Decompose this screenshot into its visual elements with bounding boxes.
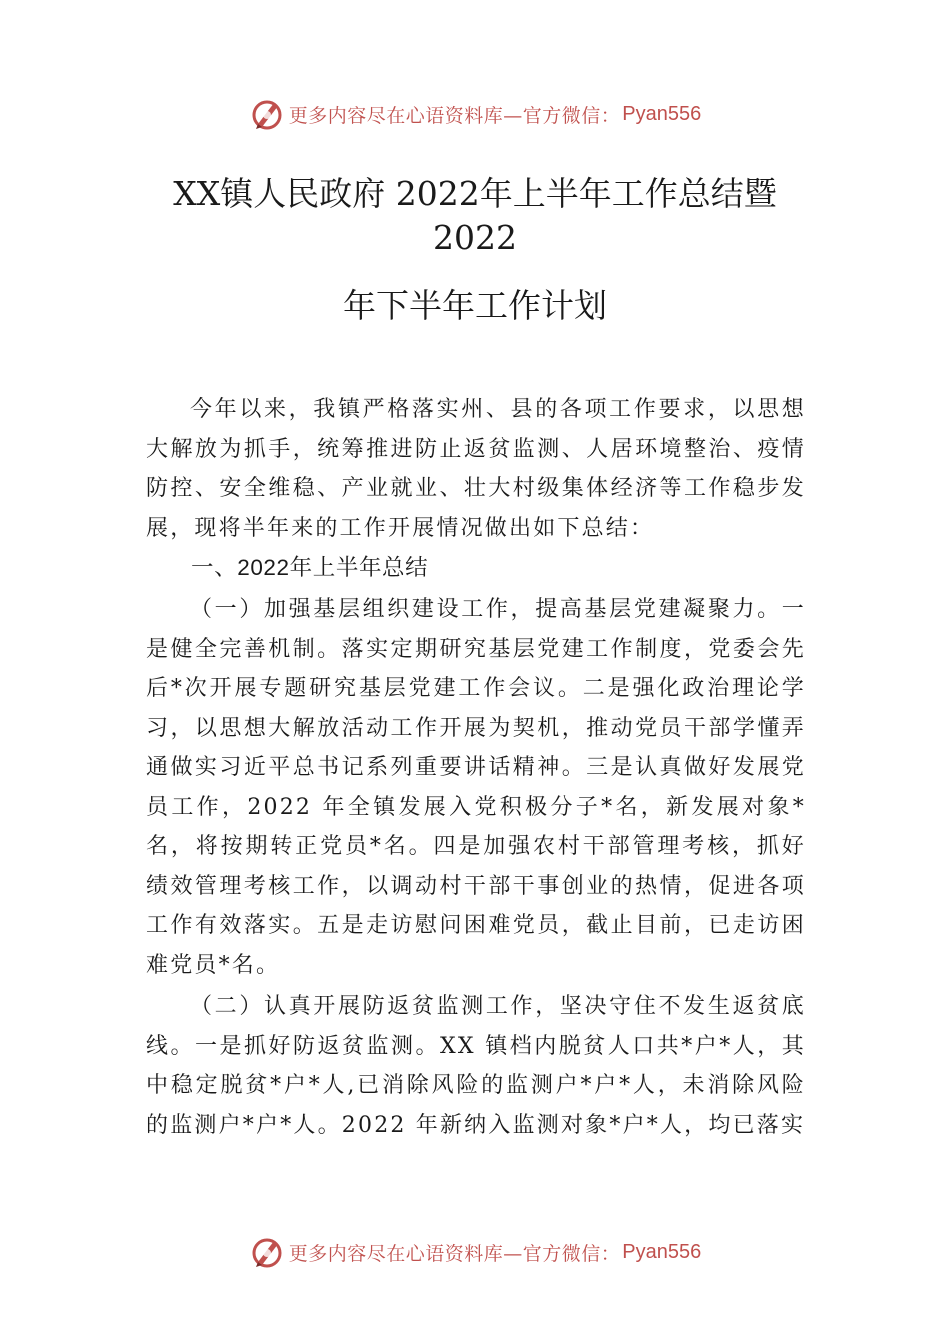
wechat-id: Pyan556: [622, 1240, 702, 1263]
body-paragraph: （二）认真开展防返贫监测工作，坚决守住不发生返贫底线。一是抓好防返贫监测。XX 镇档内脱贫人口共*户*人，其中稳定脱贫*户*人,已消除风险的监测户*户*人，未消除风险的监测户*户*人。2022 年新纳入监测对象*户*人，均已落实: [146, 994, 806, 1138]
pen-seal-logo-icon: [249, 96, 285, 132]
body-paragraph: （一）加强基层组织建设工作，提高基层党建凝聚力。一是健全完善机制。落实定期研究基层党建工作制度，党委会先后*次开展专题研究基层党建工作会议。二是强化政治理论学习，以思想大解放活动工作开展为契机，推动党员干部学懂弄通做实习近平总书记系列重要讲话精神。三是认真做好发展党员工作，2022 年全镇发展入党积极分子*名，新发展对象*名，将按期转正党员*名。四是加强农村干部管理考核，抓好绩效管理考核工作，以调动村干部干事创业的热情，促进各项工作有效落实。五是走访慰问困难党员，截止目前，已走访困难党员*名。: [146, 597, 806, 978]
pen-seal-logo-icon: [249, 1234, 285, 1270]
header-promo-banner: [0, 94, 950, 134]
promo-text: 更多内容尽在心语资料库—官方微信：: [288, 104, 621, 127]
intro-paragraph: 今年以来，我镇严格落实州、县的各项工作要求，以思想大解放为抓手，统筹推进防止返贫监测、人居环境整治、疫情防控、安全维稳、产业就业、壮大村级集体经济等工作稳步发展，现将半年来的工作开展情况做出如下总结：: [146, 397, 806, 541]
wechat-id: Pyan556: [622, 102, 702, 125]
document-title-line-2: 年下半年工作计划: [343, 286, 607, 325]
promo-text: 更多内容尽在心语资料库—官方微信：: [288, 1242, 621, 1265]
footer-promo-banner: [0, 1232, 950, 1272]
document-title-line-1: XX镇人民政府 2022年上半年工作总结暨2022: [173, 174, 777, 257]
document-body: [146, 390, 806, 1145]
section-heading: 一、2022年上半年总结: [191, 555, 429, 580]
